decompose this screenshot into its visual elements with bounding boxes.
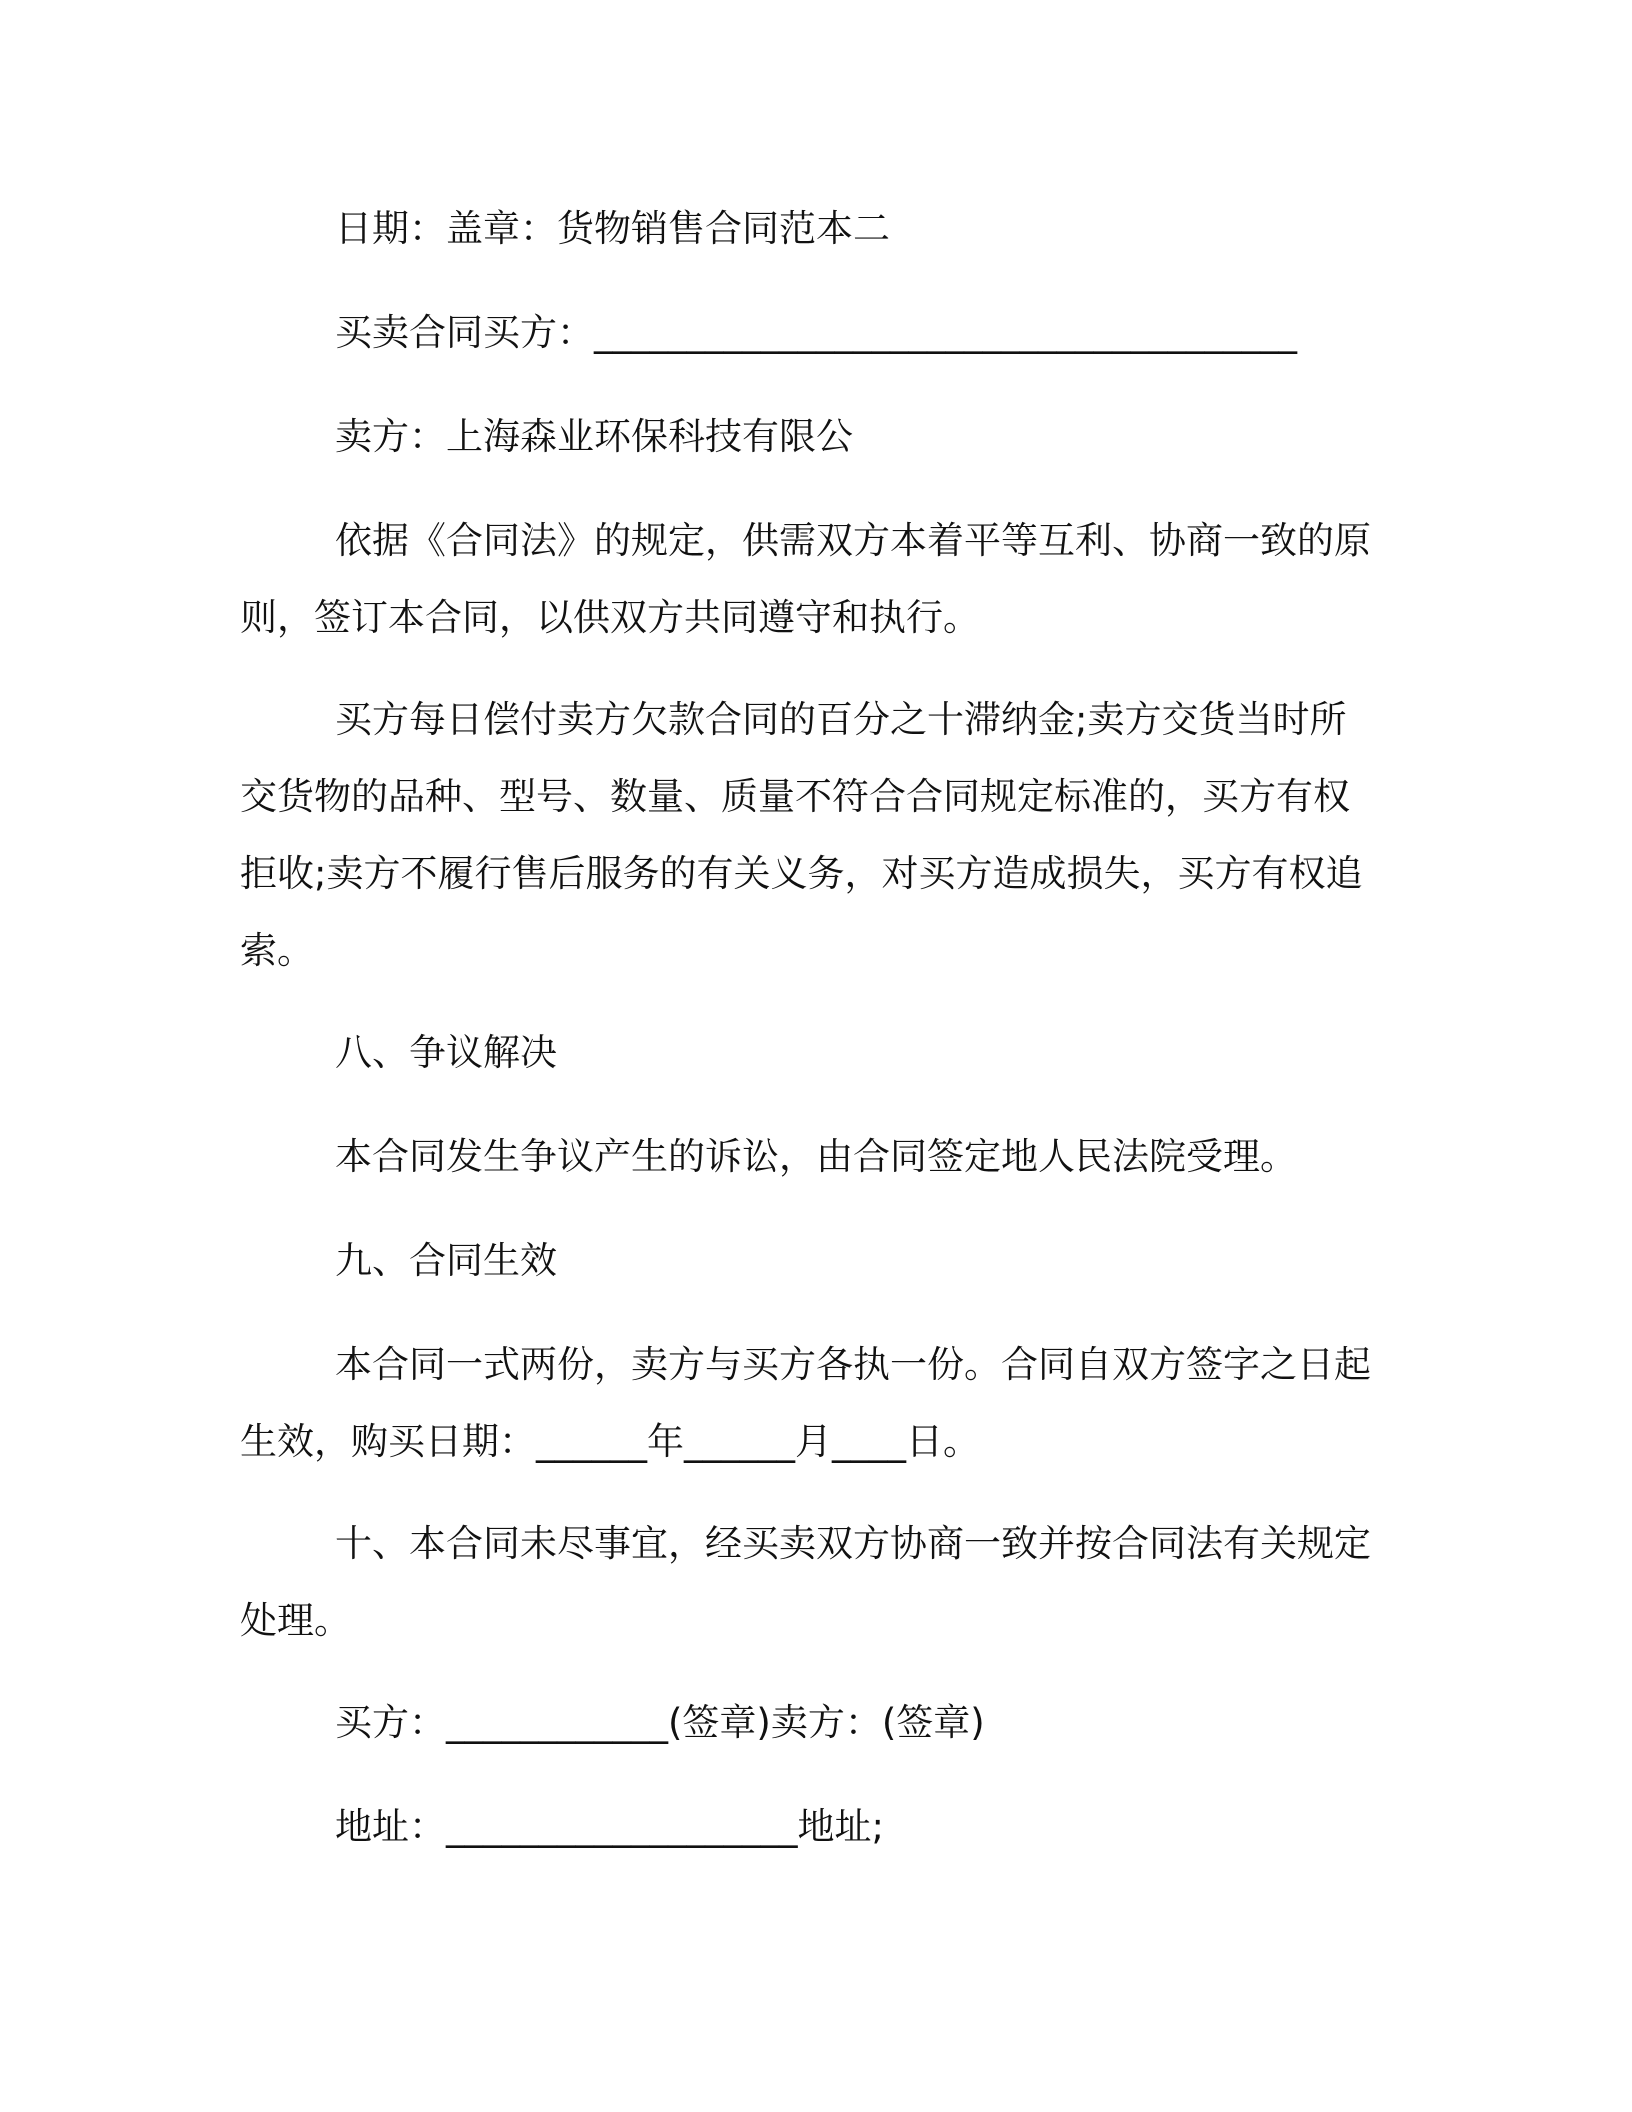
seller-line: 卖方：上海森业环保科技有限公 [335, 415, 853, 458]
date-seal-title-line: 日期：盖章：货物销售合同范本二 [335, 207, 890, 250]
basis-paragraph: 依据《合同法》的规定，供需双方本着平等互利、协商一致的原则，签订本合同，以供双方共同遵守和执行。 [240, 519, 1371, 639]
section-heading-effect: 九、合同生效 [335, 1239, 557, 1282]
section-heading-dispute: 八、争议解决 [335, 1031, 557, 1074]
penalty-paragraph: 买方每日偿付卖方欠款合同的百分之十滞纳金;卖方交货当时所交货物的品种、型号、数量、质量不符合合同规定标准的，买方有权拒收;卖方不履行售后服务的有关义务，对买方造成损失，买方有权追索。 [240, 698, 1363, 972]
address-line: 地址：___________________地址; [335, 1805, 884, 1848]
buyer-line: 买卖合同买方：______________________________________ [335, 311, 1297, 354]
misc-paragraph: 十、本合同未尽事宜，经买卖双方协商一致并按合同法有关规定处理。 [240, 1522, 1371, 1642]
signature-line: 买方：____________(签章)卖方：(签章) [335, 1701, 985, 1744]
effect-paragraph: 本合同一式两份，卖方与买方各执一份。合同自双方签字之日起生效，购买日期：______年______月____日。 [240, 1343, 1371, 1463]
document-body [240, 190, 1380, 1892]
dispute-paragraph: 本合同发生争议产生的诉讼，由合同签定地人民法院受理。 [335, 1135, 1297, 1178]
